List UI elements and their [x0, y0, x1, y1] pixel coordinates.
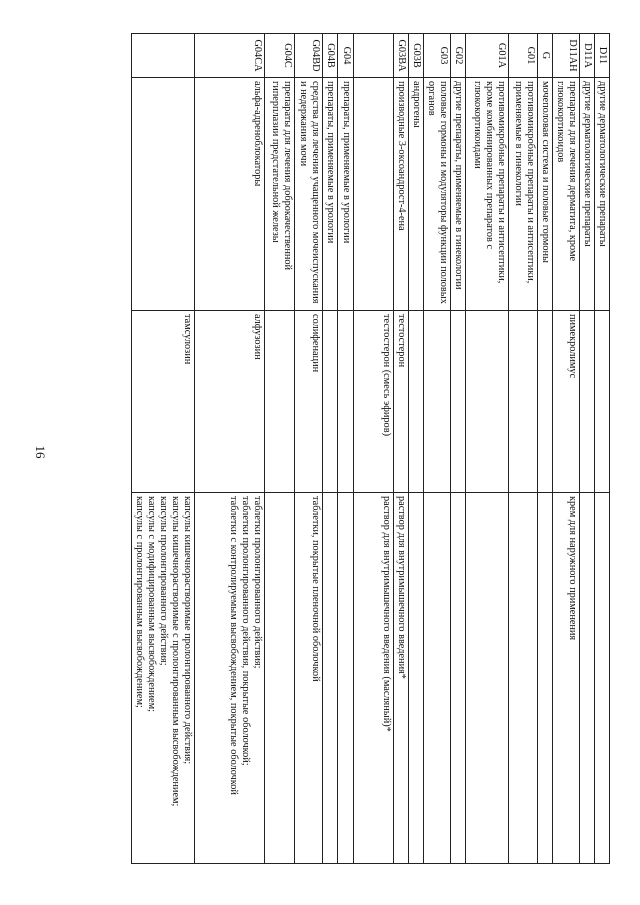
group-name-cell: другие дерматологические препараты: [594, 78, 609, 311]
drug-name-cell: тестостерон: [393, 311, 408, 493]
group-name-cell: мочеполовая система и половые гормоны: [537, 78, 552, 311]
dosage-form-cell: [338, 493, 353, 864]
group-name-cell: андрогены: [408, 78, 423, 311]
atc-code-cell: G03BA: [393, 34, 408, 78]
atc-code-cell: D11AH: [552, 34, 579, 78]
atc-code-cell: G04BD: [295, 34, 323, 78]
dosage-form-cell: крем для наружного применения: [552, 493, 579, 864]
atc-code-cell: [132, 34, 195, 78]
atc-code-cell: G04B: [323, 34, 338, 78]
atc-code-cell: [353, 34, 393, 78]
group-name-cell: препараты, применяемые в урологии: [338, 78, 353, 311]
drug-name-cell: [594, 311, 609, 493]
group-name-cell: другие дерматологические препараты: [579, 78, 594, 311]
dosage-form-cell: [450, 493, 465, 864]
dosage-form-cell: [265, 493, 295, 864]
atc-code-cell: D11A: [579, 34, 594, 78]
atc-code-cell: G01: [508, 34, 537, 78]
group-name-cell: препараты для лечения доброкачественной гиперплазии предстательной железы: [265, 78, 295, 311]
table-row: [508, 34, 537, 864]
dosage-form-cell: [508, 493, 537, 864]
table-row: [594, 34, 609, 864]
group-name-cell: половые гормоны и модуляторы функции половых органов: [423, 78, 450, 311]
group-name-cell: средства для лечения учащенного мочеиспускания и недержания мочи: [295, 78, 323, 311]
dosage-form-cell: раствор для внутримышечного введения*: [393, 493, 408, 864]
table-row: [450, 34, 465, 864]
table-row: [295, 34, 323, 864]
atc-code-cell: G01A: [465, 34, 508, 78]
drug-name-cell: [450, 311, 465, 493]
dosage-form-cell: [323, 493, 338, 864]
drug-name-cell: [508, 311, 537, 493]
atc-code-cell: G04CA: [195, 34, 265, 78]
atc-code-cell: G04: [338, 34, 353, 78]
group-name-cell: другие препараты, применяемые в гинекологии: [450, 78, 465, 311]
atc-code-cell: G03B: [408, 34, 423, 78]
dosage-form-cell: [579, 493, 594, 864]
table-row: [338, 34, 353, 864]
table-row: [408, 34, 423, 864]
table-row: [323, 34, 338, 864]
drug-name-cell: алфузозин: [195, 311, 265, 493]
group-name-cell: производные 3-оксоандрост-4-ена: [393, 78, 408, 311]
table-row: [552, 34, 579, 864]
drug-name-cell: [537, 311, 552, 493]
rotated-content: [80, 33, 610, 863]
drug-name-cell: [338, 311, 353, 493]
dosage-form-cell: [408, 493, 423, 864]
dosage-form-cell: капсулы кишечнорастворимые пролонгированного действия; капсулы кишечнорастворимые с пролонгированным высвобождением; капсулы пролонгированного действия; капсулы с модифицированным высвобождением; капсулы с пролонгированным высвобождением;: [132, 493, 195, 864]
group-name-cell: [132, 78, 195, 311]
table-row: [195, 34, 265, 864]
group-name-cell: противомикробные препараты и антисептики, применяемые в гинекологии: [508, 78, 537, 311]
table-row: [265, 34, 295, 864]
atc-code-cell: G02: [450, 34, 465, 78]
table-row: [353, 34, 393, 864]
dosage-form-cell: таблетки пролонгированного действия; таблетки пролонгированного действия, покрытые оболочкой; таблетки с контролируемым высвобождением, покрытые оболочкой: [195, 493, 265, 864]
group-name-cell: препараты для лечения дерматита, кроме глюкокортикоидов: [552, 78, 579, 311]
drug-name-cell: [323, 311, 338, 493]
document-page: [80, 33, 610, 863]
group-name-cell: препараты, применяемые в урологии: [323, 78, 338, 311]
dosage-form-cell: [423, 493, 450, 864]
atc-code-cell: G04C: [265, 34, 295, 78]
drug-name-cell: [265, 311, 295, 493]
group-name-cell: противомикробные препараты и антисептики, кроме комбинированных препаратов с глюкокортикоидами: [465, 78, 508, 311]
drug-name-cell: солифенацин: [295, 311, 323, 493]
drug-name-cell: [408, 311, 423, 493]
table-row: [579, 34, 594, 864]
dosage-form-cell: раствор для внутримышечного введения (масляный)*: [353, 493, 393, 864]
drug-table: [131, 33, 610, 864]
atc-code-cell: G: [537, 34, 552, 78]
table-row: [423, 34, 450, 864]
page-number: 16: [33, 445, 48, 459]
table-row: [393, 34, 408, 864]
drug-name-cell: [465, 311, 508, 493]
dosage-form-cell: [465, 493, 508, 864]
drug-name-cell: тамсулозин: [132, 311, 195, 493]
dosage-form-cell: таблетки, покрытые пленочной оболочкой: [295, 493, 323, 864]
table-row: [132, 34, 195, 864]
dosage-form-cell: [537, 493, 552, 864]
drug-name-cell: тестостерон (смесь эфиров): [353, 311, 393, 493]
group-name-cell: альфа-адреноблокаторы: [195, 78, 265, 311]
drug-name-cell: пимекролимус: [552, 311, 579, 493]
table-row: [465, 34, 508, 864]
atc-code-cell: G03: [423, 34, 450, 78]
drug-name-cell: [579, 311, 594, 493]
table-row: [537, 34, 552, 864]
dosage-form-cell: [594, 493, 609, 864]
atc-code-cell: D11: [594, 34, 609, 78]
drug-name-cell: [423, 311, 450, 493]
group-name-cell: [353, 78, 393, 311]
